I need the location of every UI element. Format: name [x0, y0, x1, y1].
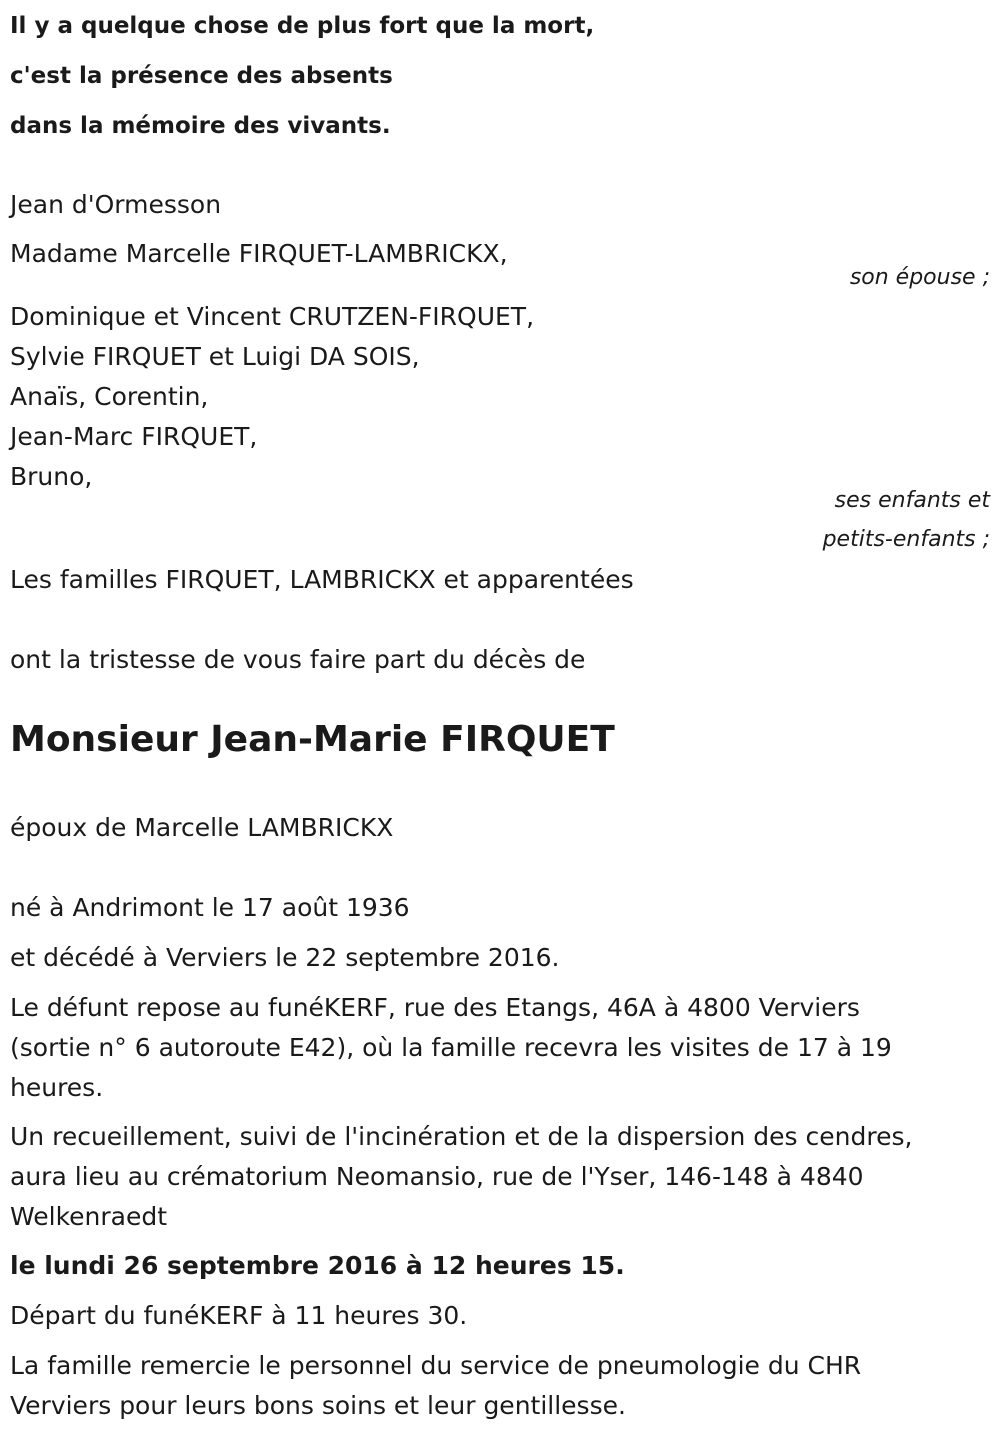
rest-line-3: heures.: [10, 1073, 104, 1102]
thanks-line-2: Verviers pour leurs bons soins et leur gentillesse.: [10, 1391, 626, 1420]
announcement: ont la tristesse de vous faire part du décès de: [10, 645, 586, 674]
death-info: et décédé à Verviers le 22 septembre 2016.: [10, 943, 560, 972]
children-line-1: Dominique et Vincent CRUTZEN-FIRQUET,: [10, 302, 535, 331]
deceased-name: Monsieur Jean-Marie FIRQUET: [10, 719, 615, 760]
rest-line-2: (sortie n° 6 autoroute E42), où la famille recevra les visites de 17 à 19: [10, 1033, 892, 1062]
quote-line-3: dans la mémoire des vivants.: [10, 113, 391, 139]
quote-line-1: Il y a quelque chose de plus fort que la mort,: [10, 13, 595, 39]
ceremony-date: le lundi 26 septembre 2016 à 12 heures 15.: [10, 1251, 625, 1280]
quote-line-2: c'est la présence des absents: [10, 63, 393, 89]
children-line-3: Anaïs, Corentin,: [10, 382, 209, 411]
children-role-2: petits-enfants ;: [822, 527, 990, 552]
children-line-4: Jean-Marc FIRQUET,: [10, 422, 258, 451]
birth-info: né à Andrimont le 17 août 1936: [10, 893, 410, 922]
spouse-name: Madame Marcelle FIRQUET-LAMBRICKX,: [10, 239, 508, 268]
children-role-1: ses enfants et: [834, 488, 990, 513]
departure-info: Départ du funéKERF à 11 heures 30.: [10, 1301, 468, 1330]
families: Les familles FIRQUET, LAMBRICKX et apparentées: [10, 565, 634, 594]
spouse-of: époux de Marcelle LAMBRICKX: [10, 813, 394, 842]
children-line-5: Bruno,: [10, 462, 93, 491]
ceremony-line-2: aura lieu au crématorium Neomansio, rue de l'Yser, 146-148 à 4840: [10, 1162, 864, 1191]
rest-line-1: Le défunt repose au funéKERF, rue des Etangs, 46A à 4800 Verviers: [10, 993, 860, 1022]
children-line-2: Sylvie FIRQUET et Luigi DA SOIS,: [10, 342, 420, 371]
ceremony-line-1: Un recueillement, suivi de l'incinération et de la dispersion des cendres,: [10, 1122, 913, 1151]
thanks-line-1: La famille remercie le personnel du service de pneumologie du CHR: [10, 1351, 862, 1380]
ceremony-line-3: Welkenraedt: [10, 1202, 168, 1231]
spouse-role: son épouse ;: [849, 265, 990, 290]
quote-author: Jean d'Ormesson: [10, 190, 222, 219]
